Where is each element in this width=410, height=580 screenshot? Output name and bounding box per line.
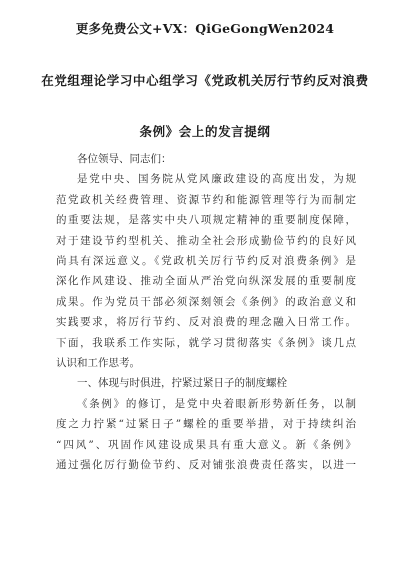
body-line: 范党政机关经费管理、资源节约和能源管理等行为而制定: [56, 193, 356, 206]
body-line: “四风”、巩固作风建设成果具有重大意义。新《条例》: [56, 438, 356, 451]
document-header: 更多免费公文+VX：QiGeGongWen2024: [75, 21, 335, 36]
body-line: 通过强化厉行勤俭节约、反对铺张浪费责任落实，以进一: [56, 459, 356, 472]
body-line: 的重要法规，是落实中央八项规定精神的重要制度保障，: [56, 214, 356, 227]
body-line: 成果。作为党员干部必须深刻领会《条例》的政治意义和: [56, 295, 356, 308]
body-line: 《条例》的修订，是党中央着眼新形势新任务，以制: [77, 397, 356, 410]
document-body: [56, 149, 356, 476]
body-line: 尚具有深远意义。《党政机关厉行节约反对浪费条例》是: [56, 255, 356, 268]
section-heading: 一、体现与时俱进，拧紧过紧日子的制度螺栓: [77, 377, 287, 390]
body-line: 是党中央、国务院从党风廉政建设的高度出发，为规: [77, 173, 356, 186]
body-line: 认识和工作思考。: [56, 357, 140, 370]
body-line: 实践要求，将厉行节约、反对浪费的理念融入日常工作。: [56, 316, 356, 329]
body-line: 对于建设节约型机关、推动全社会形成勤俭节约的良好风: [56, 234, 356, 247]
document-title-line-2: 条例》会上的发言提纲: [139, 124, 271, 139]
salutation: 各位领导、同志们：: [77, 153, 172, 165]
body-line: 度之力拧紧“过紧日子”螺栓的重要举措，对于持续纠治: [56, 418, 356, 431]
document-title-line-1: 在党组理论学习中心组学习《党政机关厉行节约反对浪费: [41, 73, 369, 88]
body-line: 下面，我联系工作实际，就学习贯彻落实《条例》谈几点: [56, 336, 356, 349]
body-line: 深化作风建设、推动全面从严治党向纵深发展的重要制度: [56, 275, 356, 288]
